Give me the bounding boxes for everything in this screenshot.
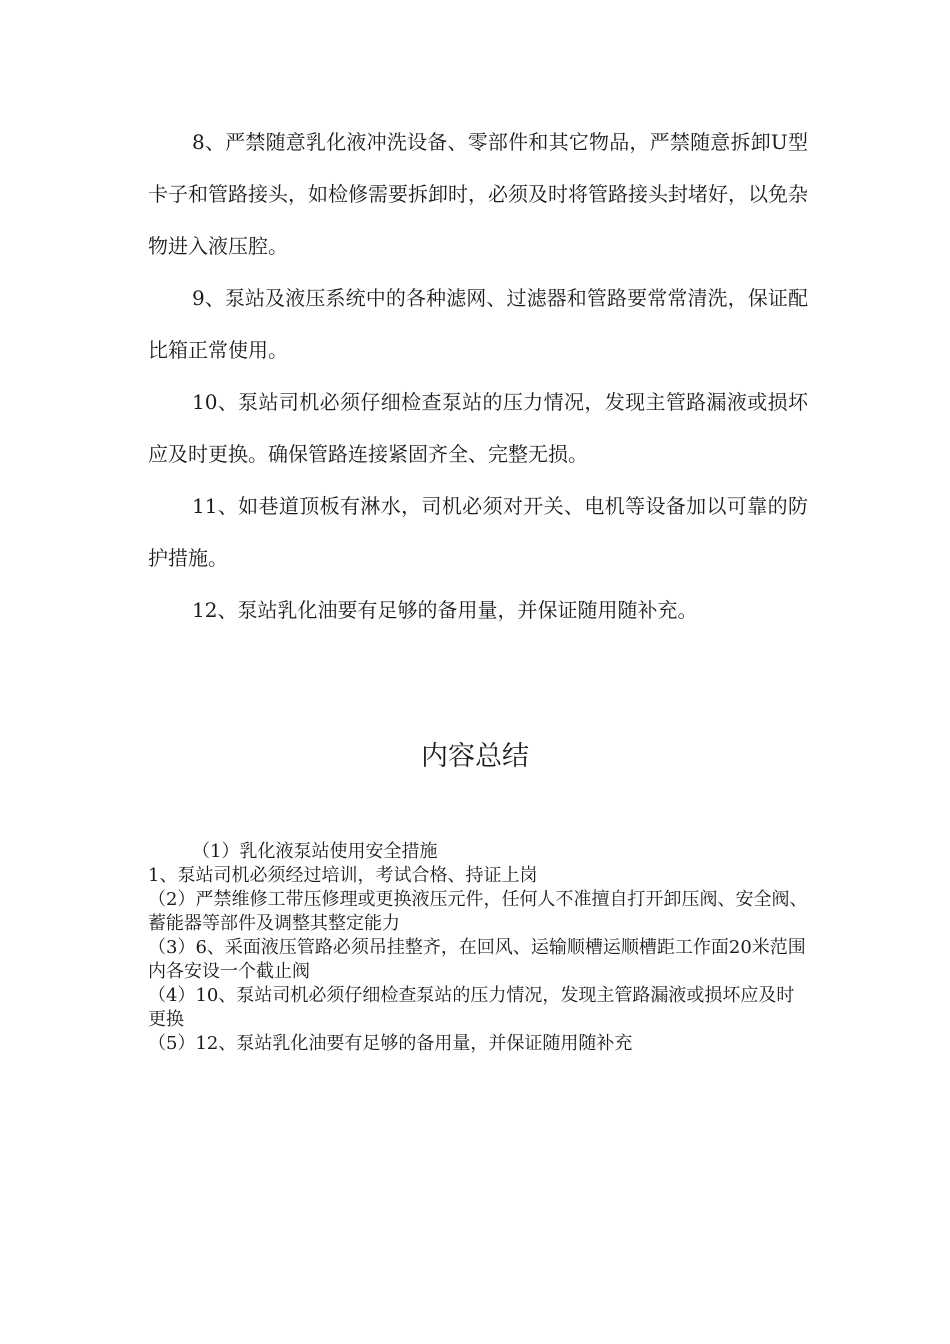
- paragraph-item-12: 12、泵站乳化油要有足够的备用量，并保证随用随补充。: [192, 598, 698, 622]
- paragraph-item-8: 8、严禁随意乳化液冲洗设备、零部件和其它物品，严禁随意拆卸U型卡子和管路接头，如检修需要拆卸时，必须及时将管路接头封堵好，以免杂物进入液压腔。: [148, 130, 808, 258]
- summary-line: （1）乳化液泵站使用安全措施: [192, 841, 438, 862]
- summary-line: （4）10、泵站司机必须仔细检查泵站的压力情况，发现主管路漏液或损坏应及时更换: [148, 985, 795, 1030]
- paragraph-item-10: 10、泵站司机必须仔细检查泵站的压力情况，发现主管路漏液或损坏应及时更换。确保管路连接紧固齐全、完整无损。: [148, 390, 808, 466]
- summary-section: [148, 840, 808, 1056]
- summary-line: （2）严禁维修工带压修理或更换液压元件，任何人不准擅自打开卸压阀、安全阀、蓄能器等部件及调整其整定能力: [148, 889, 808, 934]
- summary-title: 内容总结: [421, 741, 529, 772]
- paragraph-item-11: 11、如巷道顶板有淋水，司机必须对开关、电机等设备加以可靠的防护措施。: [148, 494, 808, 570]
- body-text: [148, 116, 808, 636]
- summary-line: （5）12、泵站乳化油要有足够的备用量，并保证随用随补充: [148, 1033, 633, 1054]
- summary-line: （3）6、采面液压管路必须吊挂整齐，在回风、运输顺槽运顺槽距工作面20米范围内各安设一个截止阀: [148, 937, 806, 982]
- summary-line: 1、泵站司机必须经过培训，考试合格、持证上岗: [148, 865, 538, 886]
- paragraph-item-9: 9、泵站及液压系统中的各种滤网、过滤器和管路要常常清洗，保证配比箱正常使用。: [148, 286, 808, 362]
